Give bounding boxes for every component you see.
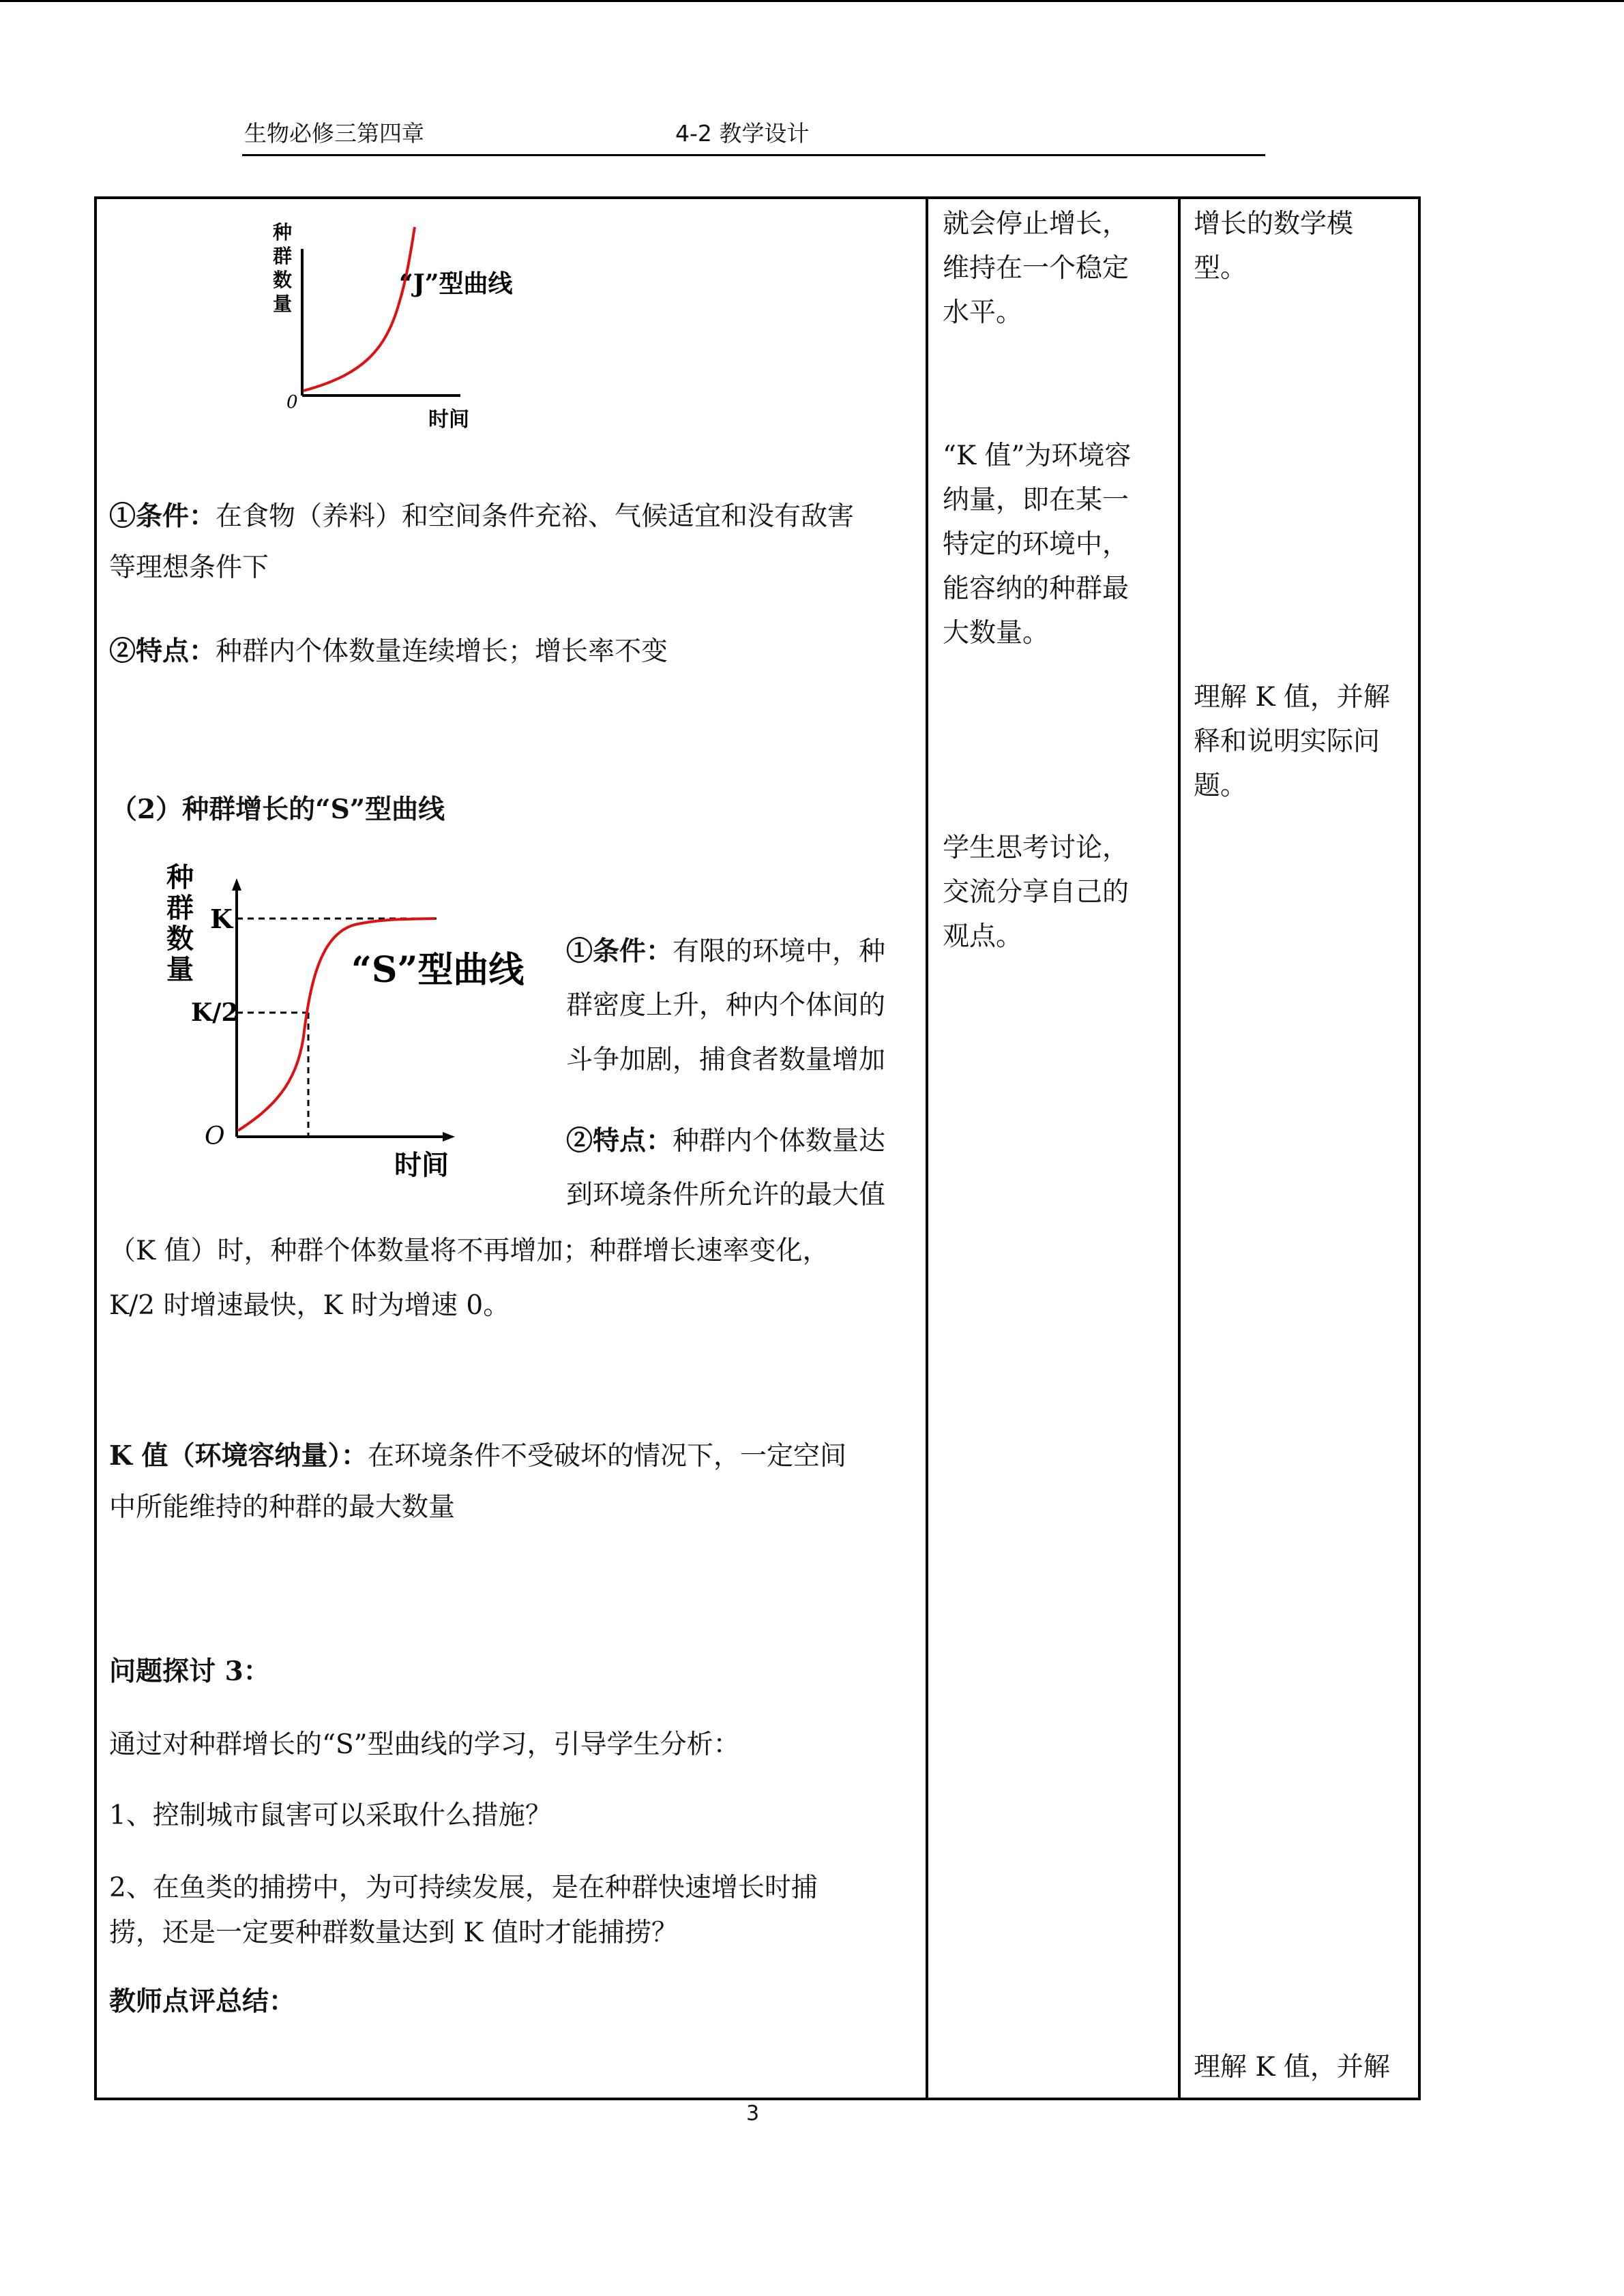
- goal-col-para-2: [1194, 675, 1390, 808]
- k-value-line2: 中所能维持的种群的最大数量: [109, 1492, 456, 1523]
- goal-line: 理解 K 值，并解: [1194, 2052, 1390, 2083]
- j-feature: [109, 625, 668, 678]
- s-curve-heading: （2）种群增长的“S”型曲线: [110, 794, 445, 825]
- j-feature-text: 种群内个体数量连续增长；增长率不变: [216, 636, 668, 667]
- j-x-label: 时间: [428, 408, 469, 432]
- s-x-axis-arrow: [443, 1132, 455, 1142]
- s-k2-label: K/2: [191, 998, 239, 1027]
- student-col-para-1: [943, 202, 1129, 335]
- j-curve-title: “J”型曲线: [399, 269, 513, 298]
- s-condition-text-1: 有限的环境中，种: [673, 936, 886, 967]
- page-number: 3: [746, 2102, 760, 2126]
- s-feature-line3: （K 值）时，种群个体数量将不再增加；种群增长速率变化，: [109, 1236, 829, 1266]
- s-condition-line3: 斗争加剧，捕食者数量增加: [566, 1045, 886, 1075]
- goal-line: 释和说明实际问: [1194, 726, 1381, 757]
- s-y-label-4: 量: [166, 953, 194, 985]
- k-value-text-1: 在环境条件不受破坏的情况下，一定空间: [367, 1441, 846, 1472]
- j-curve-line: [304, 227, 415, 391]
- j-y-label-1: 种: [272, 221, 293, 243]
- discussion-intro: 通过对种群增长的“S”型曲线的学习，引导学生分析：: [109, 1729, 740, 1760]
- discussion-q2-line2: 捞，还是一定要种群数量达到 K 值时才能捕捞？: [109, 1918, 678, 1948]
- s-feature-label: ②特点：: [566, 1125, 673, 1157]
- teacher-summary-label: 教师点评总结：: [109, 1986, 296, 2017]
- goal-line: 型。: [1194, 253, 1247, 284]
- s-feature-text-1: 种群内个体数量达: [673, 1126, 886, 1157]
- s-feature: [566, 1115, 885, 1167]
- student-col-para-2: [943, 434, 1131, 655]
- s-origin-label: O: [205, 1122, 225, 1150]
- j-condition-line2: 等理想条件下: [109, 552, 269, 583]
- goal-line: 题。: [1194, 771, 1247, 801]
- student-line: “K 值”为环境容: [943, 441, 1132, 471]
- student-line: 纳量，即在某一: [943, 485, 1130, 516]
- j-y-label-4: 量: [272, 293, 293, 315]
- column-divider-1: [926, 196, 928, 2100]
- s-feature-line2: 到环境条件所允许的最大值: [566, 1180, 886, 1210]
- s-curve-title: “S”型曲线: [351, 949, 525, 991]
- student-line: 观点。: [943, 921, 1023, 952]
- s-k-label: K: [210, 904, 233, 934]
- j-condition: [109, 490, 854, 543]
- j-condition-label: ①条件：: [109, 501, 216, 532]
- s-feature-line4: K/2 时增速最快，K 时为增速 0。: [109, 1290, 510, 1321]
- student-line: 学生思考讨论，: [943, 833, 1130, 863]
- header-course: 生物必修三第四章: [244, 120, 424, 147]
- s-condition-label: ①条件：: [566, 936, 673, 967]
- student-line: 交流分享自己的: [943, 877, 1130, 908]
- j-condition-text-1: 在食物（养料）和空间条件充裕、气候适宜和没有敌害: [216, 501, 855, 532]
- discussion-q1: 1、控制城市鼠害可以采取什么措施？: [109, 1800, 552, 1831]
- s-y-label-3: 数: [166, 923, 194, 955]
- student-line: 能容纳的种群最: [943, 573, 1130, 604]
- student-line: 水平。: [943, 297, 1023, 328]
- j-origin-label: 0: [286, 392, 298, 413]
- goal-line: 理解 K 值，并解: [1194, 682, 1390, 713]
- j-y-label-3: 数: [272, 269, 293, 291]
- s-y-label-2: 群: [166, 892, 194, 924]
- discussion-title: 问题探讨 3：: [109, 1656, 270, 1687]
- s-curve-figure: [157, 859, 552, 1193]
- column-divider-2: [1178, 196, 1181, 2100]
- discussion-q2-line1: 2、在鱼类的捕捞中，为可持续发展，是在种群快速增长时捕: [109, 1873, 818, 1903]
- k-value-definition: [109, 1430, 846, 1482]
- header-title: 4-2 教学设计: [675, 120, 810, 147]
- header-rule: [242, 154, 1265, 156]
- s-x-label: 时间: [394, 1149, 449, 1181]
- goal-col-para-3: [1194, 2045, 1390, 2089]
- student-line: 维持在一个稳定: [943, 253, 1130, 284]
- s-condition-line2: 群密度上升，种内个体间的: [566, 990, 886, 1021]
- s-y-label-1: 种: [166, 861, 194, 893]
- student-line: 特定的环境中，: [943, 529, 1130, 560]
- s-y-axis-arrow: [232, 878, 241, 891]
- student-line: 就会停止增长，: [943, 209, 1130, 239]
- student-col-para-3: [943, 826, 1129, 959]
- s-condition: [566, 925, 885, 978]
- page-top-border: [0, 0, 1624, 2]
- j-y-label-2: 群: [272, 245, 293, 267]
- k-value-label: K 值（环境容纳量）：: [109, 1440, 368, 1472]
- student-line: 大数量。: [943, 618, 1050, 648]
- j-curve-figure: [266, 215, 552, 440]
- goal-col-para-1: [1194, 202, 1353, 290]
- goal-line: 增长的数学模: [1194, 209, 1354, 239]
- j-feature-label: ②特点：: [109, 636, 216, 667]
